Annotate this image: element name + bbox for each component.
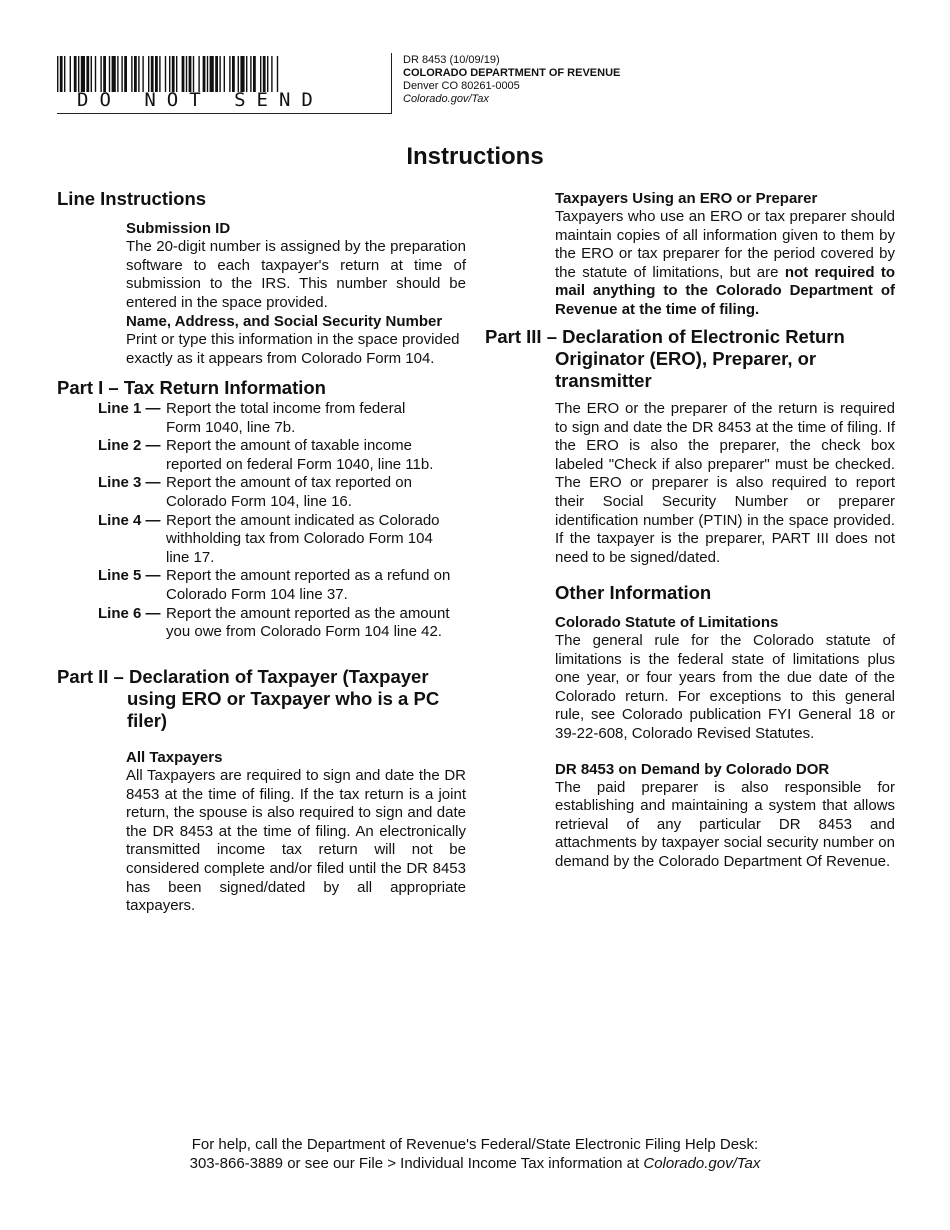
line-item: [98, 605, 467, 642]
part1-section: [57, 377, 467, 642]
line-text: Report the amount reported as the amount you owe from Colorado Form 104 line 42.: [166, 604, 450, 641]
agency-name: COLORADO DEPARTMENT OF REVENUE: [403, 67, 621, 79]
part1-heading: Part I – Tax Return Information: [57, 377, 326, 398]
part2-heading: Part II – Declaration of Taxpayer (Taxpayer using ERO or Taxpayer who is a PC filer): [57, 666, 440, 731]
agency-website: Colorado.gov/Tax: [403, 93, 489, 105]
part1-line-list: [98, 400, 467, 642]
barcode-bar: [112, 56, 116, 92]
barcode-bar: [70, 56, 71, 92]
line-text: Report the amount reported as a refund on Colorado Form 104 line 37.: [166, 567, 451, 603]
barcode-bar: [172, 56, 175, 92]
barcode-bar: [224, 56, 225, 92]
barcode-bar: [95, 56, 96, 92]
line-instructions-heading: Line Instructions: [57, 188, 207, 209]
page-title: Instructions: [406, 143, 544, 170]
barcode-bar: [60, 56, 63, 92]
barcode-bar: [232, 56, 235, 92]
barcode-bar: [277, 56, 278, 92]
barcode-bar: [229, 56, 230, 92]
barcode-bar: [155, 56, 158, 92]
ero-preparer-heading: Taxpayers Using an ERO or Preparer: [555, 190, 818, 207]
barcode-bar: [151, 56, 154, 92]
part3-text: The ERO or the preparer of the return is required to sign and date the DR 8453 at the time of filing. If the ERO is also the preparer, the check box labeled "Check if also preparer" must be checked. The ERO or preparer is also required to report their Social Security Number or preparer identification number (PTIN) in the space provided. If the taxpayer is the preparer, PART III does not need to be signed/dated.: [555, 400, 895, 566]
barcode-bar: [131, 56, 132, 92]
barcode-bar: [240, 56, 244, 92]
barcode-bar: [148, 56, 149, 92]
barcode-bar: [78, 56, 79, 92]
barcode-bar: [165, 56, 166, 92]
barcode-bar: [57, 56, 58, 92]
line-text: Report the amount of tax reported on Colorado Form 104, line 16.: [166, 474, 412, 510]
part3-section: [485, 326, 895, 567]
name-address-text: Print or type this information in the space provided exactly as it appears from Colorado Form 104.: [126, 331, 460, 367]
ero-preparer-text-normal: Taxpayers who use an ERO or tax preparer should maintain copies of all information given to them by the ERO or tax preparer for the period covered by the statute of limitations, but are: [555, 208, 895, 281]
footer-line-1: For help, call the Department of Revenue's Federal/State Electronic Filing Help Desk:: [191, 1136, 759, 1153]
barcode-bar: [121, 56, 122, 92]
barcode-bar: [100, 56, 101, 92]
barcode-bar: [86, 56, 89, 92]
barcode-bar: [103, 56, 106, 92]
line-item: [98, 437, 467, 474]
barcode-bar: [186, 56, 187, 92]
barcode-bar: [169, 56, 170, 92]
line-label: Line 4 —: [98, 511, 161, 529]
line-item: [98, 512, 467, 568]
line-item: [98, 567, 467, 604]
line-label: Line 2 —: [98, 437, 161, 455]
barcode-bar: [253, 56, 256, 92]
barcode-bar: [176, 56, 177, 92]
demand-text: The paid preparer is also responsible for establishing and maintaining a system that allows retrieval of any particular DR 8453 and attachments by taxpayer social security number on demand by the Colorado Department Of Revenue.: [555, 778, 895, 870]
ero-preparer-section: [555, 189, 895, 320]
barcode-bar: [263, 56, 266, 92]
line-item: [98, 400, 467, 437]
barcode-bar: [210, 56, 214, 92]
footer-line-2: [0, 1154, 950, 1173]
barcode-bar: [124, 56, 127, 92]
ero-preparer-text-bold: not required to mail anything to the Colorado Department of Revenue at the time of filing.: [555, 263, 895, 318]
barcode-bar: [117, 56, 118, 92]
barcode-bar: [207, 56, 208, 92]
other-information-section: [555, 582, 895, 872]
do-not-send-label: DO NOT SEND: [77, 89, 324, 111]
line-instructions-section: [57, 188, 467, 369]
barcode-bar: [271, 56, 272, 92]
part3-heading: Part III – Declaration of Electronic Return Originator (ERO), Preparer, or transmitter: [485, 326, 845, 391]
line-label: Line 3 —: [98, 474, 161, 492]
line-label: Line 6 —: [98, 604, 161, 622]
barcode-bar: [215, 56, 218, 92]
all-taxpayers-text: All Taxpayers are required to sign and date the DR 8453 at the time of filing. If the tax return is a joint return, the spouse is also required to sign and date the DR 8453 at the time of filing. An electronically transmitted income tax return will not be considered complete and/or filed until the DR 8453 has been signed/dated by all appropriate taxpayers.: [126, 767, 466, 915]
line-text: Report the amount of taxable income reported on federal Form 1040, line 11b.: [166, 437, 434, 473]
barcode-bar: [64, 56, 65, 92]
barcode-bar: [193, 56, 194, 92]
barcode-bar: [109, 56, 110, 92]
submission-id-heading: Submission ID: [126, 220, 231, 237]
barcode-image: [57, 56, 279, 92]
statute-heading: Colorado Statute of Limitations: [555, 614, 779, 631]
footer-line-2-text: 303-866-3889 or see our File > Individual Income Tax information at: [189, 1155, 640, 1172]
ero-preparer-text: [555, 208, 895, 320]
barcode-bar: [159, 56, 160, 92]
all-taxpayers-heading: All Taxpayers: [126, 749, 223, 766]
barcode-bar: [142, 56, 143, 92]
statute-text: The general rule for the Colorado statute of limitations is the federal state of limitations plus one year, or four years from the due date of the Colorado return. For exceptions to this general rule, see Colorado publication FYI General 18 or 39-22-608, Colorado Revised Statutes.: [555, 632, 895, 742]
barcode-bar: [198, 56, 199, 92]
footer-website-link[interactable]: Colorado.gov/Tax: [643, 1155, 761, 1172]
demand-heading: DR 8453 on Demand by Colorado DOR: [555, 760, 830, 778]
line-label: Line 1 —: [98, 400, 161, 417]
name-address-heading: Name, Address, and Social Security Number: [126, 313, 443, 331]
line-label: Line 5 —: [98, 567, 161, 585]
part2-section: [57, 666, 467, 916]
agency-info: [403, 54, 620, 106]
barcode-bar: [81, 56, 85, 92]
other-information-heading: Other Information: [555, 582, 712, 603]
barcode-bar: [134, 56, 137, 92]
line-text: Report the amount indicated as Colorado withholding tax from Colorado Form 104 line 17.: [166, 511, 440, 566]
barcode-bar: [250, 56, 251, 92]
barcode-bar: [219, 56, 220, 92]
barcode-bar: [138, 56, 139, 92]
barcode-bar: [260, 56, 261, 92]
submission-id-text: The 20-digit number is assigned by the preparation software to each taxpayer's return at time of submission to the IRS. This number should be entered in the space provided.: [126, 238, 466, 311]
barcode-bar: [182, 56, 185, 92]
barcode-bar: [74, 56, 77, 92]
barcode-bar: [203, 56, 206, 92]
barcode-block: [57, 53, 392, 114]
form-number: DR 8453 (10/09/19): [403, 54, 500, 66]
agency-address: Denver CO 80261-0005: [403, 80, 520, 92]
line-text: Report the total income from federal Form 1040, line 7b.: [166, 400, 406, 436]
barcode-bar: [267, 56, 268, 92]
barcode-bar: [246, 56, 247, 92]
barcode-bar: [238, 56, 239, 92]
help-footer: [0, 1135, 950, 1173]
barcode-bar: [91, 56, 92, 92]
line-item: [98, 474, 467, 511]
barcode-bar: [189, 56, 192, 92]
